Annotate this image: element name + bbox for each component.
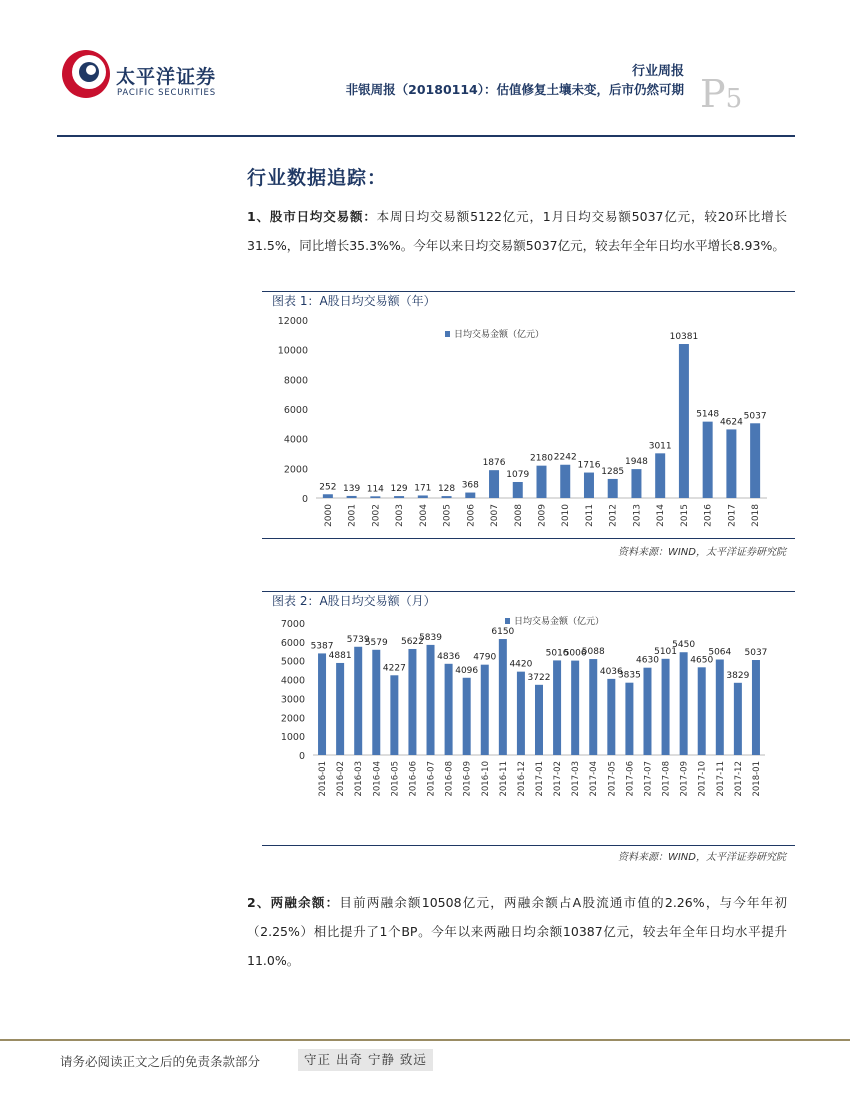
bar <box>513 482 523 498</box>
x-tick-label: 2016-05 <box>390 761 401 797</box>
bar <box>655 453 665 498</box>
data-label: 3835 <box>617 670 641 681</box>
bar <box>584 473 594 498</box>
paragraph-body: 本周日均交易额5122亿元，1月日均交易额5037亿元，较20环比增长31.5%，同比增长35.3%%。今年以来日均交易额5037亿元，较去年全年日均水平增长8.93%。 <box>247 209 788 253</box>
bar <box>726 429 736 498</box>
x-tick-label: 2017-11 <box>715 761 726 797</box>
logo-text-en: PACIFIC SECURITIES <box>117 88 216 98</box>
bar <box>465 493 475 498</box>
x-tick-label: 2003 <box>395 504 406 527</box>
data-label: 4624 <box>719 417 743 428</box>
data-label: 4036 <box>599 666 623 677</box>
bar <box>481 665 489 755</box>
x-tick-label: 2010 <box>561 504 572 527</box>
bar <box>571 661 579 755</box>
legend-label: 日均交易金额（亿元） <box>454 330 545 340</box>
figure-1-chart <box>262 310 795 538</box>
data-label: 5450 <box>672 640 696 651</box>
y-tick-label: 0 <box>298 751 305 762</box>
data-label: 5016 <box>545 648 569 659</box>
bar <box>347 496 357 498</box>
bar <box>489 470 499 498</box>
y-tick-label: 5000 <box>280 656 305 668</box>
y-tick-label: 4000 <box>283 434 308 446</box>
data-label: 5088 <box>581 647 605 658</box>
data-label: 1079 <box>506 469 530 480</box>
bar <box>752 660 760 755</box>
x-tick-label: 2016-09 <box>462 761 473 797</box>
bar <box>445 664 453 755</box>
y-tick-label: 1000 <box>280 732 305 744</box>
x-tick-label: 2016-08 <box>444 761 455 797</box>
bar <box>354 647 362 755</box>
bar <box>535 685 543 755</box>
bar <box>589 659 597 755</box>
x-tick-label: 2002 <box>371 504 382 527</box>
bar <box>734 683 742 755</box>
bar <box>643 668 651 755</box>
data-label: 4790 <box>473 652 497 663</box>
bar <box>370 496 380 498</box>
report-title: 非银周报（20180114）：估值修复土壤未变，后市仍然可期 <box>345 82 684 97</box>
bar <box>336 663 344 755</box>
legend-label: 日均交易金额（亿元） <box>514 617 605 627</box>
figure-1-title: 图表 1：A股日均交易额（年） <box>262 291 795 309</box>
bar <box>716 660 724 755</box>
data-label: 5148 <box>696 409 720 420</box>
company-logo-icon <box>60 48 112 100</box>
data-label: 128 <box>437 484 456 495</box>
x-tick-label: 2017-02 <box>553 761 564 797</box>
x-tick-label: 2004 <box>418 504 429 527</box>
bar <box>499 639 507 755</box>
y-tick-label: 0 <box>301 494 308 505</box>
data-label: 4227 <box>382 663 406 674</box>
data-label: 129 <box>390 484 408 495</box>
data-label: 6150 <box>491 627 515 638</box>
data-label: 1716 <box>577 460 601 471</box>
data-label: 5037 <box>744 648 768 659</box>
data-label: 4096 <box>455 665 479 676</box>
bar <box>750 423 760 498</box>
data-label: 114 <box>366 484 384 495</box>
bar <box>418 495 428 498</box>
y-tick-label: 4000 <box>280 675 305 687</box>
header-divider <box>57 135 795 137</box>
x-tick-label: 2015 <box>679 504 690 527</box>
paragraph-body: 目前两融余额10508亿元，两融余额占A股流通市值的2.26%，与今年年初（2.25%）相比提升了1个BP。今年以来两融日均余额10387亿元，较去年全年日均水平提升11.0%。 <box>247 895 787 968</box>
bar <box>318 653 326 755</box>
data-label: 1948 <box>624 457 648 468</box>
x-tick-label: 2017 <box>727 504 738 527</box>
data-label: 4650 <box>690 655 714 666</box>
bar <box>442 496 452 498</box>
paragraph-margin-balance <box>247 888 787 975</box>
x-tick-label: 2017-04 <box>589 761 600 797</box>
data-label: 3011 <box>648 441 672 452</box>
bar <box>698 667 706 755</box>
x-tick-label: 2017-07 <box>643 761 654 797</box>
page-number <box>700 72 742 116</box>
x-tick-label: 2017-12 <box>733 761 744 797</box>
x-tick-label: 2017-09 <box>679 761 690 797</box>
x-tick-label: 2008 <box>513 504 524 527</box>
paragraph-lead: 1、股市日均交易额： <box>247 209 377 224</box>
data-label: 5622 <box>400 636 424 647</box>
figure-1-bottom-rule <box>262 538 795 539</box>
bar <box>680 652 688 755</box>
x-tick-label: 2016-12 <box>516 761 527 797</box>
y-tick-label: 7000 <box>280 619 305 630</box>
x-tick-label: 2013 <box>632 504 643 527</box>
data-label: 2242 <box>553 452 577 463</box>
bar <box>517 672 525 755</box>
figure-2-source: 资料来源：WIND，太平洋证券研究院 <box>617 852 786 863</box>
x-tick-label: 2017-10 <box>697 761 708 797</box>
data-label: 1876 <box>482 458 506 469</box>
x-tick-label: 2001 <box>347 504 358 527</box>
x-tick-label: 2017-06 <box>625 761 636 797</box>
y-tick-label: 12000 <box>277 316 308 327</box>
data-label: 2180 <box>530 453 553 464</box>
y-tick-label: 2000 <box>283 464 308 476</box>
data-label: 5037 <box>743 411 767 422</box>
x-tick-label: 2016-11 <box>498 761 509 797</box>
x-tick-label: 2012 <box>608 504 619 527</box>
bar <box>463 678 471 755</box>
paragraph-trading-volume <box>247 202 787 260</box>
legend-swatch <box>445 331 450 337</box>
data-label: 4836 <box>437 651 461 662</box>
x-tick-label: 2017-01 <box>535 761 545 797</box>
x-tick-label: 2016-02 <box>336 761 347 797</box>
data-label: 252 <box>319 482 337 493</box>
footer-disclaimer: 请务必阅读正文之后的免责条款部分 <box>60 1054 261 1069</box>
figure-2-chart <box>262 610 795 844</box>
data-label: 5006 <box>563 648 587 659</box>
x-tick-label: 2011 <box>584 504 595 527</box>
y-tick-label: 10000 <box>277 345 308 357</box>
page-digit: 5 <box>725 84 743 114</box>
bar <box>553 660 561 755</box>
bar <box>608 479 618 498</box>
figure-2-title: 图表 2：A股日均交易额（月） <box>262 591 795 609</box>
bar <box>560 465 570 498</box>
y-tick-label: 6000 <box>280 637 305 649</box>
data-label: 368 <box>461 480 479 491</box>
data-label: 171 <box>414 483 432 494</box>
x-tick-label: 2009 <box>537 504 548 527</box>
y-tick-label: 2000 <box>280 713 305 725</box>
bar <box>372 650 380 755</box>
data-label: 139 <box>343 483 361 494</box>
x-tick-label: 2007 <box>490 504 501 527</box>
bar <box>323 494 333 498</box>
bar <box>625 683 633 755</box>
bar <box>703 422 713 498</box>
bar <box>394 496 404 498</box>
y-tick-label: 6000 <box>283 405 308 416</box>
x-tick-label: 2000 <box>323 504 334 527</box>
x-tick-label: 2016-06 <box>408 761 419 797</box>
x-tick-label: 2016-04 <box>372 761 383 797</box>
legend-swatch <box>505 618 510 624</box>
x-tick-label: 2016-07 <box>426 761 437 797</box>
x-tick-label: 2017-08 <box>661 761 672 797</box>
data-label: 5739 <box>346 634 370 645</box>
data-label: 5387 <box>310 641 334 652</box>
x-tick-label: 2017-03 <box>571 761 582 797</box>
page-letter: P <box>700 72 726 116</box>
x-tick-label: 2018 <box>751 504 762 527</box>
x-tick-label: 2006 <box>466 504 477 527</box>
bar <box>408 649 416 755</box>
y-tick-label: 8000 <box>283 375 308 387</box>
bar <box>631 469 641 498</box>
data-label: 5579 <box>364 637 388 648</box>
figure-2-bottom-rule <box>262 845 795 846</box>
x-tick-label: 2016-03 <box>354 761 365 797</box>
figure-1-source: 资料来源：WIND，太平洋证券研究院 <box>617 547 786 558</box>
x-tick-label: 2016-10 <box>480 761 491 797</box>
bar <box>662 659 670 755</box>
section-title: 行业数据追踪： <box>247 167 388 189</box>
bar <box>537 466 547 498</box>
logo-text-cn: 太平洋证券 <box>116 66 217 88</box>
data-label: 4420 <box>509 659 533 670</box>
bar <box>427 645 435 755</box>
data-label: 3722 <box>527 672 551 683</box>
y-tick-label: 3000 <box>280 694 305 706</box>
data-label: 5064 <box>708 647 732 658</box>
footer-divider <box>0 1039 850 1041</box>
bar <box>679 344 689 498</box>
data-label: 5101 <box>654 646 678 657</box>
data-label: 1285 <box>601 466 625 477</box>
report-category: 行业周报 <box>631 64 684 79</box>
footer-motto: 守正 出奇 宁静 致远 <box>298 1049 433 1071</box>
x-tick-label: 2018-01 <box>751 761 762 797</box>
data-label: 5839 <box>419 632 442 643</box>
x-tick-label: 2005 <box>442 504 453 527</box>
bar <box>390 675 398 755</box>
x-tick-label: 2016 <box>703 504 714 527</box>
x-tick-label: 2017-05 <box>607 761 618 797</box>
bar <box>607 679 615 755</box>
x-tick-label: 2016-01 <box>318 761 329 797</box>
data-label: 4630 <box>636 655 659 666</box>
data-label: 3829 <box>726 670 750 681</box>
data-label: 10381 <box>669 332 699 343</box>
paragraph-lead: 2、两融余额： <box>247 895 340 910</box>
data-label: 4881 <box>328 650 352 661</box>
x-tick-label: 2014 <box>656 504 667 527</box>
